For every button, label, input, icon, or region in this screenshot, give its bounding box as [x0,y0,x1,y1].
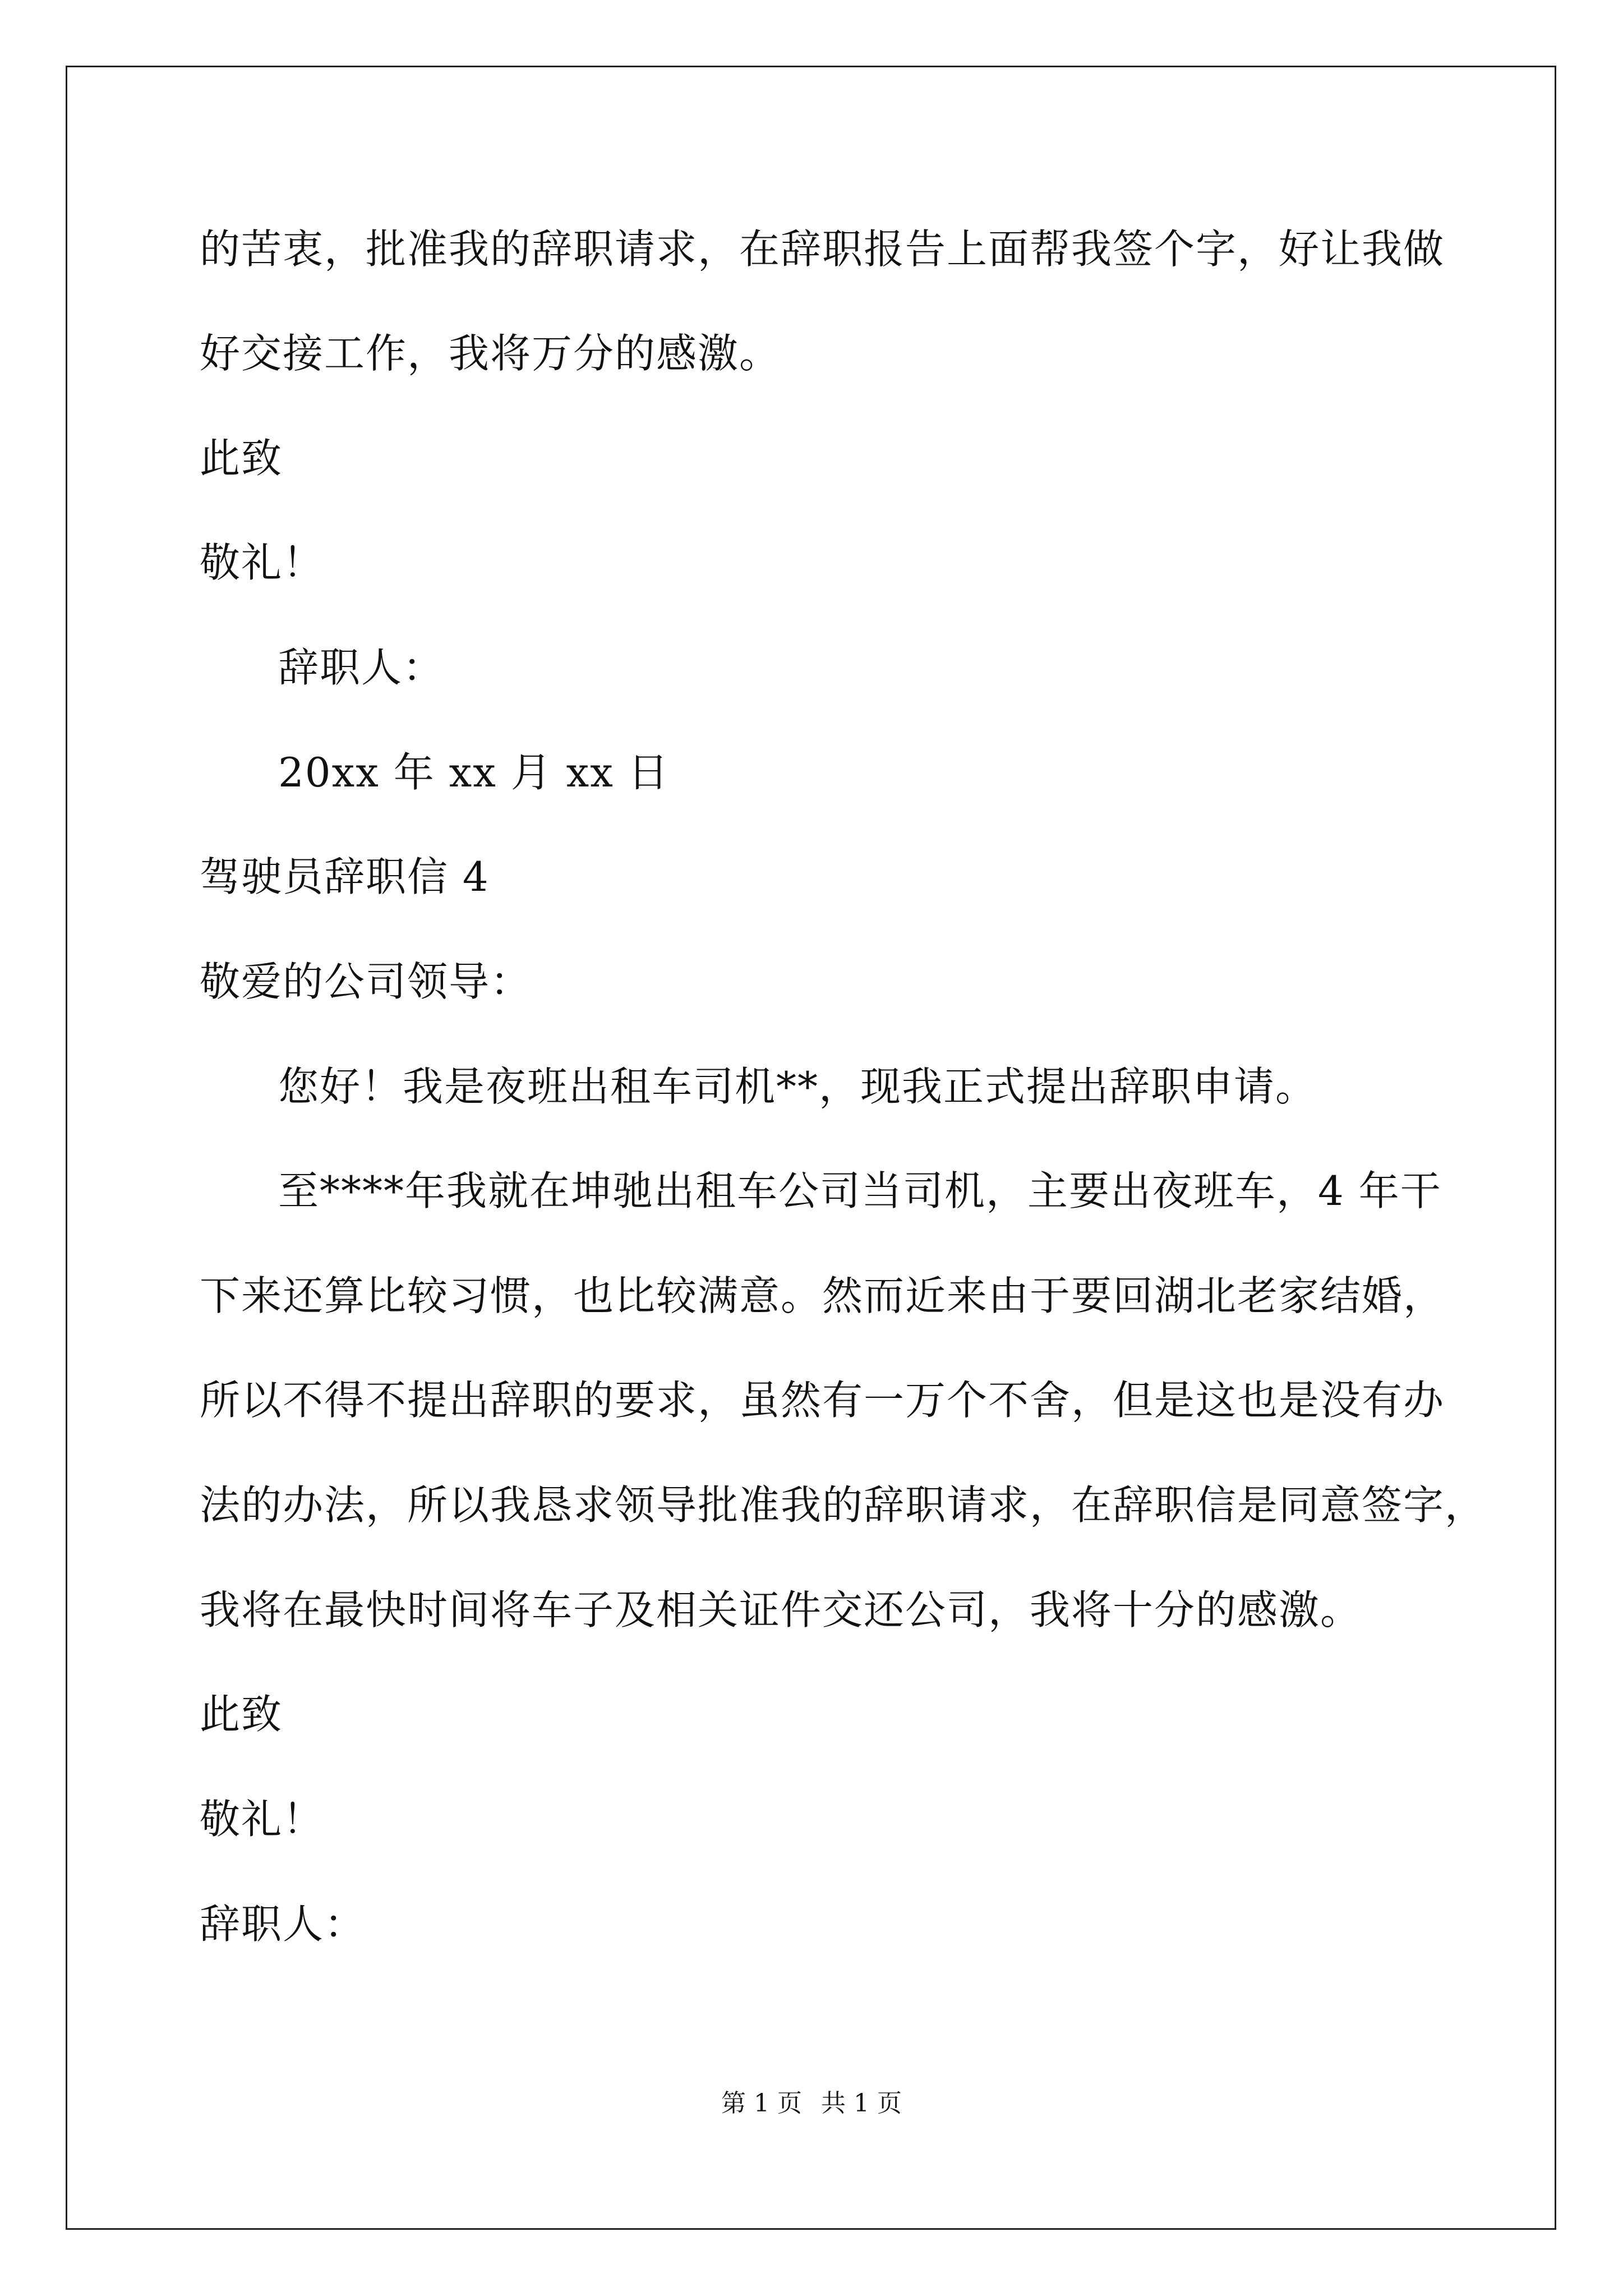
paragraph-line: 至****年我就在坤驰出租车公司当司机，主要出夜班车，4 年干 [278,1167,1442,1214]
page-total: 共 1 页 [821,2089,902,2118]
paragraph-line: 所以不得不提出辞职的要求，虽然有一万个不舍，但是这也是没有办 [200,1377,1445,1424]
paragraph-line: 下来还算比较习惯，也比较满意。然而近来由于要回湖北老家结婚， [200,1272,1445,1319]
signature-label: 辞职人： [200,1901,366,1948]
paragraph-line: 您好！我是夜班出租车司机**，现我正式提出辞职申请。 [278,1063,1317,1110]
closing-regards: 敬礼！ [200,1796,325,1843]
signature-label: 辞职人： [278,644,445,691]
section-title: 驾驶员辞职信 4 [200,853,490,900]
closing-salutation: 此致 [200,1691,283,1738]
closing-salutation: 此致 [200,435,283,482]
paragraph-line: 好交接工作，我将万分的感激。 [200,330,781,377]
date-line: 20xx 年 xx 月 xx 日 [278,749,670,796]
greeting: 敬爱的公司领导： [200,958,532,1005]
page-footer [0,2087,1623,2120]
paragraph-line: 的苦衷，批准我的辞职请求，在辞职报告上面帮我签个字，好让我做 [200,226,1445,273]
paragraph-line: 法的办法，所以我恳求领导批准我的辞职请求，在辞职信是同意签字， [200,1481,1487,1529]
paragraph-line: 我将在最快时间将车子及相关证件交还公司，我将十分的感激。 [200,1586,1362,1634]
closing-regards: 敬礼！ [200,539,325,586]
page-number: 第 1 页 [721,2089,802,2118]
